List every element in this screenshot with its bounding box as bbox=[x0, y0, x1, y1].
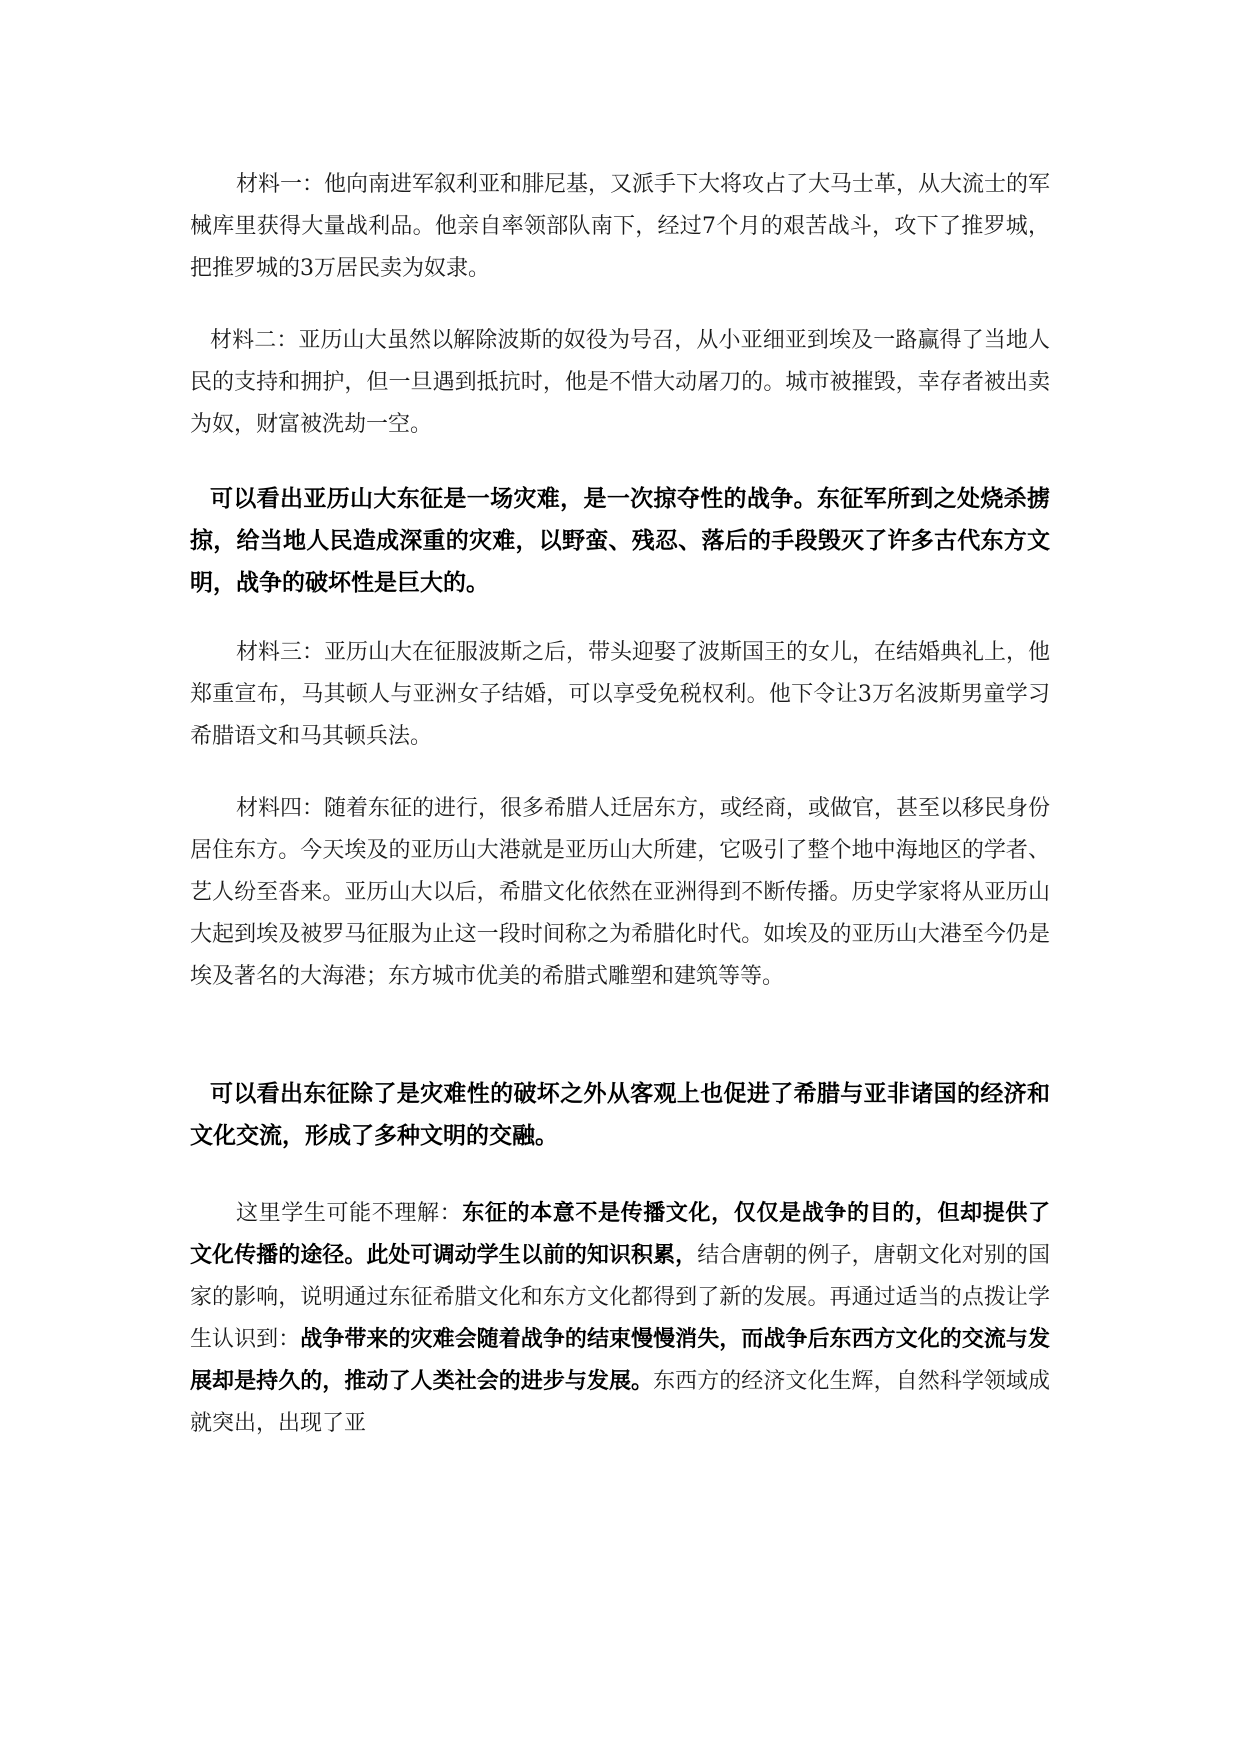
paragraph-material-two: 材料二：亚历山大虽然以解除波斯的奴役为号召，从小亚细亚到埃及一路赢得了当地人民的支持和拥护，但一旦遇到抵抗时，他是不惜大动屠刀的。城市被摧毁，幸存者被出卖为奴，财富被洗劫一空。 bbox=[190, 328, 1050, 437]
teaching-note-middle: 结合唐朝的例子，唐朝文化对别的国家的影响，说明通过东征希腊文化和东方文化都得到了新的发展。再通过适当的点拨让学生认识到： bbox=[190, 1243, 1050, 1352]
teaching-note-bold-one: 东征的本意不是传播文化，仅仅是战争的目的，但却提供了文化传播的途径。此处可调动学生以前的知识积累， bbox=[190, 1201, 1050, 1268]
paragraph-material-four: 材料四：随着东征的进行，很多希腊人迁居东方，或经商，或做官，甚至以移民身份居住东方。今天埃及的亚历山大港就是亚历山大所建，它吸引了整个地中海地区的学者、艺人纷至沓来。亚历山大以后，希腊文化依然在亚洲得到不断传播。历史学家将从亚历山大起到埃及被罗马征服为止这一段时间称之为希腊化时代。如埃及的亚历山大港至今仍是埃及著名的大海港；东方城市优美的希腊式雕塑和建筑等等。 bbox=[190, 796, 1051, 989]
paragraph-material-three: 材料三：亚历山大在征服波斯之后，带头迎娶了波斯国王的女儿，在结婚典礼上，他郑重宣布，马其顿人与亚洲女子结婚，可以享受免税权利。他下令让3万名波斯男童学习希腊语文和马其顿兵法。 bbox=[190, 640, 1051, 749]
paragraph-material-one: 材料一：他向南进军叙利亚和腓尼基，又派手下大将攻占了大马士革，从大流士的军械库里获得大量战利品。他亲自率领部队南下，经过7个月的艰苦战斗，攻下了推罗城，把推罗城的3万居民卖为奴隶。 bbox=[190, 172, 1051, 281]
teaching-note-intro: 这里学生可能不理解： bbox=[236, 1201, 463, 1226]
paragraph-conclusion-disaster: 可以看出亚历山大东征是一场灾难，是一次掠夺性的战争。东征军所到之处烧杀掳掠，给当地人民造成深重的灾难，以野蛮、残忍、落后的手段毁灭了许多古代东方文明，战争的破坏性是巨大的。 bbox=[190, 486, 1050, 596]
teaching-note-bold-two: 战争带来的灾难会随着战争的结束慢慢消失，而战争后东西方文化的交流与发展却是持久的，推动了人类社会的进步与发展。 bbox=[190, 1327, 1050, 1394]
teaching-note-ending: 东西方的经济文化生辉，自然科学领域成就突出，出现了亚 bbox=[190, 1369, 1050, 1436]
paragraph-conclusion-exchange: 可以看出东征除了是灾难性的破坏之外从客观上也促进了希腊与亚非诸国的经济和文化交流，形成了多种文明的交融。 bbox=[190, 1081, 1050, 1149]
paragraph-teaching-note bbox=[190, 1193, 1050, 1445]
